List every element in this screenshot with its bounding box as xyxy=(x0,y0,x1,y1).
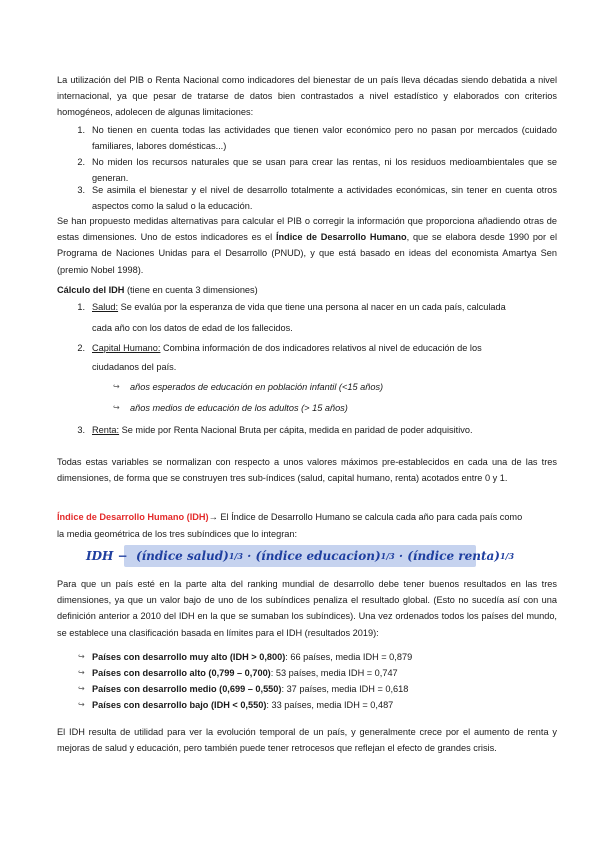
calc-item-capital: Capital Humano: Combina información de dos indicadores relativos al nivel de educación de los xyxy=(92,343,482,353)
normalize-paragraph: Todas estas variables se normalizan con respecto a unos valores máximos pre-establecidos en cada una de las tres dimensiones, de forma que se construyen tres sub-índices (salud, capital humano, renta) acotados entre 0 y 1. xyxy=(57,457,557,484)
arrow-bullet-icon: ↪ xyxy=(78,700,85,709)
category-muy-alto: Países con desarrollo muy alto (IDH > 0,800): 66 países, media IDH = 0,879 xyxy=(92,652,413,662)
arrow-bullet-icon: ↪ xyxy=(78,652,85,661)
idh-definition: Índice de Desarrollo Humano (IDH)→ El Índice de Desarrollo Humano se calcula cada año para cada país como xyxy=(57,512,523,522)
limitation-number-3: 3. xyxy=(77,185,85,195)
category-medio: Países con desarrollo medio (0,699 – 0,550): 37 países, media IDH = 0,618 xyxy=(92,684,409,694)
calc-item-capital-line2: ciudadanos del país. xyxy=(92,362,177,372)
arrow-bullet-icon: ↪ xyxy=(113,382,120,391)
limitation-number-2: 2. xyxy=(77,157,85,167)
limitation-1: No tienen en cuenta todas las actividades que tienen valor económico pero no pasan por mercados (cuidado familiares, labores domésticas...) xyxy=(92,125,557,152)
arrow-bullet-icon: ↪ xyxy=(113,403,120,412)
intro-paragraph: La utilización del PIB o Renta Nacional como indicadores del bienestar de un país lleva décadas siendo debatida a nivel internacional, ya que pesar de tratarse de datos bien contrastados a nivel estadístico y elaborados con criterios homogéneos, adolecen de algunas limitaciones: xyxy=(57,75,557,118)
calc-item-number-2: 2. xyxy=(77,343,85,353)
category-alto: Países con desarrollo alto (0,799 – 0,700): 53 países, media IDH = 0,747 xyxy=(92,668,398,678)
arrow-bullet-icon: ↪ xyxy=(78,684,85,693)
ranking-paragraph: Para que un país esté en la parte alta del ranking mundial de desarrollo debe tener buenos resultados en las tres dimensiones, ya que un valor bajo de uno de los subíndices penaliza el resultado global. (Esto no sucedía así con una definición anterior a 2010 del IDH en la que se sumaban los subíndices). Una vez ordenados todos los países del mundo, se establece una clasificación basada en límites para el IDH (resultados 2019): xyxy=(57,579,557,638)
idh-term: Índice de Desarrollo Humano xyxy=(275,232,407,243)
limitation-2: No miden los recursos naturales que se usan para crear las rentas, ni los residuos medioambientales que se generan. xyxy=(92,157,557,184)
calc-item-salud: Salud: Se evalúa por la esperanza de vida que tiene una persona al nacer en un cada país, calculada xyxy=(92,302,506,312)
sub-item-2: años medios de educación de los adultos (> 15 años) xyxy=(130,403,348,413)
limitation-3: Se asimila el bienestar y el nivel de desarrollo totalmente a actividades económicas, sin tener en cuenta otros aspectos como la salud o la educación. xyxy=(92,185,557,212)
idh-definition-line2: la media geométrica de los tres subíndices que lo integran: xyxy=(57,529,298,539)
calc-item-renta: Renta: Se mide por Renta Nacional Bruta per cápita, medida en paridad de poder adquisitivo. xyxy=(92,425,473,435)
calc-item-number-3: 3. xyxy=(77,425,85,435)
sub-item-1: años esperados de educación en población infantil (<15 años) xyxy=(130,382,384,392)
category-bajo: Países con desarrollo bajo (IDH < 0,550): 33 países, media IDH = 0,487 xyxy=(92,700,394,710)
limitation-number-1: 1. xyxy=(77,125,85,135)
proposal-paragraph: Se han propuesto medidas alternativas para calcular el PIB o corregir la información que proporciona añadiendo otras de estas dimensiones. Uno de estos indicadores es el Índice de Desarrollo Humano, que se elabora desde 1990 por el Programa de Naciones Unidas para el Desarrollo (PNUD), y que está basado en ideas del economista Amartya Sen (premio Nobel 1998). xyxy=(57,216,557,275)
closing-paragraph: El IDH resulta de utilidad para ver la evolución temporal de un país, y generalmente crece por el aumento de renta y mejoras de salud y educación, pero también puede tener retrocesos que reflejan el efecto de grandes crisis. xyxy=(57,727,557,754)
arrow-bullet-icon: ↪ xyxy=(78,668,85,677)
calc-item-salud-line2: cada año con los datos de edad de los fallecidos. xyxy=(92,323,293,333)
idh-formula: IDH − (índice salud) 1/3 · (índice educacion) 1/3 · (índice renta) 1/3 xyxy=(124,545,476,567)
calc-heading: Cálculo del IDH (tiene en cuenta 3 dimensiones) xyxy=(57,285,258,295)
calc-item-number-1: 1. xyxy=(77,302,85,312)
